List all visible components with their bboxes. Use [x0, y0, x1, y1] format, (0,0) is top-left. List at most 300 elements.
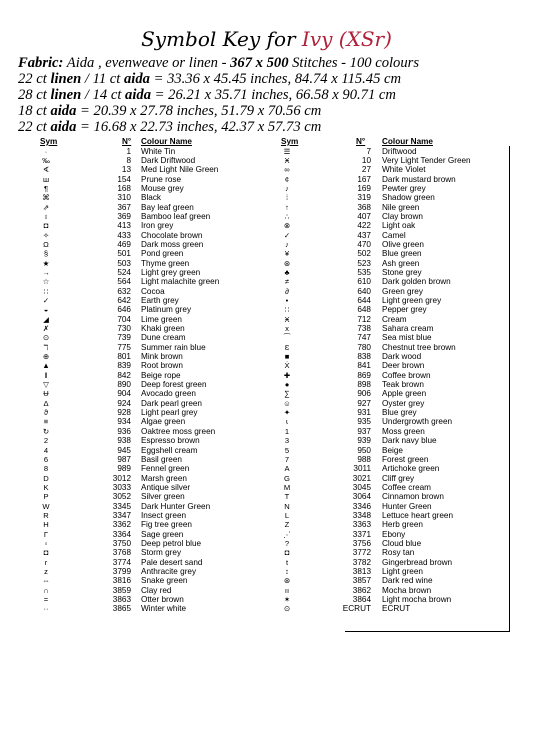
color-number: 154: [117, 174, 131, 184]
header-num-right: N°: [356, 137, 366, 146]
color-name: Beige rope: [141, 370, 181, 380]
color-number: 938: [117, 436, 131, 446]
color-number: 950: [357, 445, 371, 455]
stitch-symbol: ⁀: [283, 333, 291, 343]
color-name: Anthracite grey: [141, 566, 197, 576]
color-number: 924: [117, 398, 131, 408]
color-number: 931: [357, 408, 371, 418]
stitch-symbol: ◢: [43, 314, 49, 324]
color-number: 838: [357, 352, 371, 362]
stitch-symbol: ∞: [284, 165, 290, 175]
color-number: 1: [126, 146, 131, 156]
color-name: Ash green: [382, 258, 420, 268]
header-name-right: Colour Name: [382, 137, 433, 146]
stitch-symbol: •: [285, 296, 289, 305]
color-name: Summer rain blue: [141, 342, 206, 352]
stitch-symbol: 1: [284, 426, 290, 436]
color-number: 3816: [112, 576, 131, 586]
color-name: Beige: [382, 445, 403, 455]
color-name: Mocha brown: [382, 585, 432, 595]
color-number: 928: [117, 408, 131, 418]
color-number: 646: [117, 305, 131, 315]
color-name: Dark golden brown: [382, 277, 451, 287]
color-number: 564: [117, 277, 131, 287]
stitch-symbol: ·: [44, 146, 48, 156]
color-name: White Tin: [141, 146, 176, 156]
color-number: 3768: [112, 548, 131, 558]
color-number: 632: [117, 286, 131, 296]
color-name: Coffee cream: [382, 482, 431, 492]
stitch-symbol: §: [43, 249, 49, 259]
color-name: Apple green: [382, 389, 427, 399]
stitch-symbol: Ɛ: [284, 342, 290, 352]
color-name: Light green grey: [382, 296, 442, 305]
stitch-symbol: ϑ: [43, 408, 49, 418]
color-number: 8: [126, 155, 131, 165]
color-number: 3364: [112, 529, 131, 539]
color-number: 469: [117, 239, 131, 249]
stitch-symbol: R: [43, 510, 49, 520]
color-name: Basil green: [141, 454, 182, 464]
color-number: 3857: [352, 576, 371, 586]
color-number: 775: [117, 342, 131, 352]
color-number: 3345: [112, 501, 131, 511]
stitch-symbol: ✗: [42, 324, 50, 334]
stitch-symbol: ✧: [42, 230, 50, 240]
header-name-left: Colour Name: [141, 137, 192, 146]
color-name: Insect green: [141, 510, 187, 520]
color-name: Light pearl grey: [141, 408, 198, 418]
color-name: Artichoke green: [382, 464, 440, 474]
color-number: 842: [117, 370, 131, 380]
stitch-symbol: ♪: [285, 183, 289, 193]
color-number: 413: [117, 221, 131, 231]
color-name: White Violet: [382, 165, 426, 175]
color-name: Lettuce heart green: [382, 510, 454, 520]
color-name: Chestnut tree brown: [382, 342, 456, 352]
stitch-symbol: W: [42, 501, 50, 511]
stitch-symbol: Ӿ: [284, 314, 290, 324]
color-name: Dark red wine: [382, 576, 433, 586]
stitch-symbol: ⊕: [42, 352, 50, 362]
color-number: 648: [357, 305, 371, 315]
stitch-symbol: ♁: [43, 211, 49, 221]
stitch-symbol: 5: [284, 445, 290, 455]
color-name: Mouse grey: [141, 183, 184, 193]
header-sym-left: Sym: [40, 137, 58, 146]
stitch-symbol: ◒: [43, 305, 49, 315]
stitch-symbol: ♣: [284, 267, 290, 277]
stitch-symbol: ☰: [283, 146, 291, 156]
stitch-symbol: ✶: [283, 595, 291, 604]
color-name: Light grey green: [141, 267, 201, 277]
color-name: Prune rose: [141, 174, 182, 184]
color-number: 934: [117, 417, 131, 427]
color-number: 987: [117, 454, 131, 464]
color-name: Dark moss green: [141, 239, 204, 249]
color-number: 640: [357, 286, 371, 296]
stitch-symbol: N: [284, 501, 290, 511]
stitch-symbol: ◘: [43, 548, 49, 558]
color-number: 3011: [353, 464, 371, 474]
color-name: Dark Hunter Green: [141, 501, 211, 511]
color-name: Stone grey: [382, 267, 422, 277]
color-number: 169: [357, 183, 371, 193]
stitch-symbol: t: [285, 557, 289, 567]
color-name: ECRUT: [382, 604, 411, 614]
color-number: 3756: [352, 538, 371, 548]
color-name: Light oak: [382, 221, 416, 231]
color-name: Blue grey: [382, 408, 417, 418]
stitch-symbol: ≠: [284, 277, 290, 287]
stitch-symbol: ⊙: [283, 604, 291, 614]
color-number: 168: [117, 183, 131, 193]
stitch-symbol: ¢: [284, 174, 290, 184]
color-number: 988: [357, 454, 371, 464]
color-name: Dark pearl green: [141, 398, 202, 408]
color-name: Blue green: [382, 249, 422, 259]
color-name: Marsh green: [141, 473, 187, 483]
color-name: Deer brown: [382, 361, 425, 371]
color-name: Clay brown: [382, 211, 423, 221]
color-name: Deep petrol blue: [141, 538, 202, 548]
color-name: Dark navy blue: [382, 436, 437, 446]
color-name: Forest green: [382, 454, 429, 464]
stitch-symbol: T: [284, 492, 290, 502]
stitch-symbol: ◘: [43, 221, 49, 231]
stitch-symbol: ∩: [43, 585, 49, 595]
stitch-symbol: ↕: [285, 566, 289, 576]
stitch-symbol: 7: [284, 454, 290, 464]
stitch-symbol: K: [43, 482, 49, 492]
color-number: 3021: [352, 473, 371, 483]
color-number: 501: [117, 249, 131, 259]
stitch-symbol: =: [43, 595, 49, 604]
stitch-symbol: 6: [43, 454, 49, 464]
stitch-symbol: ≡: [43, 417, 49, 427]
page-title: [0, 27, 533, 51]
color-number: 730: [117, 324, 131, 334]
color-name: Med Light Nile Green: [141, 165, 219, 175]
color-name: Camel: [382, 230, 406, 240]
color-name: Coffee brown: [382, 370, 431, 380]
color-name: Platinum grey: [141, 305, 192, 315]
color-name: Light green: [382, 566, 423, 576]
color-name: Cliff grey: [382, 473, 415, 483]
color-number: 437: [357, 230, 371, 240]
color-number: 535: [357, 267, 371, 277]
color-number: 712: [357, 314, 371, 324]
color-name: Light malachite green: [141, 277, 220, 287]
color-name: Ebony: [382, 529, 406, 539]
color-name: Teak brown: [382, 380, 424, 390]
color-name: Antique silver: [141, 482, 191, 492]
color-number: 502: [357, 249, 371, 259]
header-num-left: N°: [122, 137, 132, 146]
stitch-symbol: ✚: [283, 370, 291, 380]
color-number: 839: [117, 361, 131, 371]
stitch-symbol: r: [44, 557, 48, 567]
color-number: 642: [117, 296, 131, 305]
stitch-symbol: ⇔: [42, 576, 50, 586]
stitch-symbol: ★: [42, 258, 50, 268]
color-name: Fig tree green: [141, 520, 192, 530]
color-number: 470: [357, 239, 371, 249]
color-name: Earth grey: [141, 296, 179, 305]
color-name: Pale desert sand: [141, 557, 203, 567]
stitch-symbol: ▽: [43, 380, 49, 390]
stitch-symbol: ∷: [43, 286, 49, 296]
color-name: Pewter grey: [382, 183, 426, 193]
stitch-symbol: ‰: [42, 155, 50, 165]
stitch-symbol: Γ: [43, 529, 49, 539]
color-name: Espresso brown: [141, 436, 200, 446]
color-number: 3864: [352, 595, 371, 604]
color-name: Otter brown: [141, 595, 184, 604]
color-number: 890: [117, 380, 131, 390]
color-name: Iron grey: [141, 221, 174, 231]
color-name: Sage green: [141, 529, 184, 539]
stitch-symbol: ∷: [284, 305, 290, 315]
stitch-symbol: D: [43, 473, 49, 483]
color-name: Storm grey: [141, 548, 182, 558]
color-name: Oaktree moss green: [141, 426, 216, 436]
stitch-symbol: ☺: [283, 398, 291, 408]
color-number: 3799: [112, 566, 131, 576]
color-number: 898: [357, 380, 371, 390]
color-number: 3863: [112, 595, 131, 604]
size-line: 22 ct linen / 11 ct aida = 33.36 x 45.45 inches, 84.74 x 115.45 cm: [18, 71, 402, 87]
color-name: Cinnamon brown: [382, 492, 444, 502]
stitch-symbol: Ӿ: [284, 155, 290, 165]
color-name: Dark wood: [382, 352, 422, 362]
color-name: Cocoa: [141, 286, 165, 296]
color-name: Dark mustard brown: [382, 174, 456, 184]
stitch-symbol: ш: [42, 174, 50, 184]
stitch-symbol: Δ: [43, 398, 49, 408]
color-name: Lime green: [141, 314, 182, 324]
color-name: Bay leaf green: [141, 202, 194, 212]
stitch-symbol: ɩ: [286, 417, 288, 427]
color-number: 3371: [352, 529, 371, 539]
color-number: 869: [357, 370, 371, 380]
stitch-symbol: ◘: [284, 548, 290, 558]
color-number: 3862: [352, 585, 371, 595]
stitch-symbol: Z: [284, 520, 290, 530]
stitch-symbol: 8: [43, 464, 49, 474]
color-name: Black: [141, 193, 162, 203]
color-name: Gingerbread brown: [382, 557, 453, 567]
stitch-symbol: ✦: [283, 408, 291, 418]
color-name: Herb green: [382, 520, 423, 530]
color-name: Olive green: [382, 239, 424, 249]
color-number: 3052: [112, 492, 131, 502]
stitch-symbol: ¥: [284, 249, 290, 259]
stitch-symbol: H: [43, 520, 49, 530]
color-number: 10: [361, 155, 371, 165]
stitch-symbol: 2: [43, 436, 49, 446]
color-number: 367: [117, 202, 131, 212]
color-name: Eggshell cream: [141, 445, 198, 455]
size-line: 18 ct aida = 20.39 x 27.78 inches, 51.79 x 70.56 cm: [18, 103, 322, 119]
color-name: Algae green: [141, 417, 186, 427]
color-number: 3859: [112, 585, 131, 595]
stitch-symbol: ⁞: [285, 193, 289, 203]
color-name: Cream: [382, 314, 407, 324]
color-number: 3012: [112, 473, 131, 483]
table-border-right: [509, 146, 510, 631]
color-number: 3750: [112, 538, 131, 548]
color-name: Pepper grey: [382, 305, 427, 315]
color-number: 945: [117, 445, 131, 455]
color-number: 927: [357, 398, 371, 408]
stitch-symbol: ¶: [43, 183, 49, 193]
stitch-symbol: M: [283, 482, 291, 492]
color-number: 3033: [112, 482, 131, 492]
color-number: 935: [357, 417, 371, 427]
stitch-symbol: ⌘: [42, 193, 50, 203]
color-number: 369: [117, 211, 131, 221]
color-name: Mink brown: [141, 352, 183, 362]
color-name: Shadow green: [382, 193, 435, 203]
stitch-symbol: ⊛: [283, 576, 291, 586]
color-number: 610: [357, 277, 371, 287]
color-name: Hunter Green: [382, 501, 432, 511]
stitch-symbol: ∑: [284, 389, 290, 399]
color-name: Nile green: [382, 202, 420, 212]
color-number: 801: [117, 352, 131, 362]
stitch-symbol: ?: [284, 538, 290, 548]
stitch-symbol: →: [42, 267, 50, 277]
stitch-symbol: Ʉ: [43, 389, 49, 399]
stitch-symbol: 4: [43, 445, 49, 455]
color-name: Snake green: [141, 576, 188, 586]
stitch-symbol: A: [284, 464, 290, 474]
color-number: 167: [357, 174, 371, 184]
stitch-symbol: ⋰: [283, 529, 291, 539]
color-number: 3348: [352, 510, 371, 520]
stitch-symbol: ⊗: [283, 221, 291, 231]
color-number: 747: [357, 333, 371, 343]
stitch-symbol: ✓: [42, 296, 50, 305]
color-number: 780: [357, 342, 371, 352]
color-number: 407: [357, 211, 371, 221]
color-number: 319: [357, 193, 371, 203]
color-number: 936: [117, 426, 131, 436]
color-name: Pond green: [141, 249, 184, 259]
color-name: Khaki green: [141, 324, 185, 334]
color-number: 989: [117, 464, 131, 474]
stitch-symbol: ⊙: [42, 333, 50, 343]
color-name: Sea mist blue: [382, 333, 432, 343]
stitch-symbol: ∴: [284, 211, 290, 221]
title-prefix: Symbol Key for: [141, 27, 302, 51]
color-number: 503: [117, 258, 131, 268]
stitch-symbol: ǁ: [44, 370, 48, 380]
color-number: ECRUT: [342, 604, 371, 614]
color-name: Clay red: [141, 585, 172, 595]
color-name: Oyster grey: [382, 398, 425, 408]
stitch-symbol: Ω: [43, 239, 49, 249]
color-number: 738: [357, 324, 371, 334]
color-name: Bamboo leaf green: [141, 211, 211, 221]
stitch-symbol: ↑: [285, 202, 289, 212]
stitch-symbol: 3: [284, 436, 290, 446]
color-name: Winter white: [141, 604, 187, 614]
fabric-info: [18, 55, 419, 135]
color-number: 523: [357, 258, 371, 268]
color-number: 3865: [112, 604, 131, 614]
stitch-symbol: z: [44, 566, 48, 576]
color-number: 13: [121, 165, 131, 175]
stitch-symbol: P: [43, 492, 49, 502]
color-name: Silver green: [141, 492, 185, 502]
color-number: 904: [117, 389, 131, 399]
color-number: 524: [117, 267, 131, 277]
stitch-symbol: ∂: [285, 286, 289, 296]
color-name: Sahara cream: [382, 324, 434, 334]
color-name: Light mocha brown: [382, 595, 452, 604]
stitch-symbol: ↻: [42, 426, 50, 436]
color-name: Cloud blue: [382, 538, 422, 548]
color-number: 3772: [352, 548, 371, 558]
color-name: Chocolate brown: [141, 230, 203, 240]
stitch-symbol: ∢: [42, 165, 50, 175]
color-number: 310: [117, 193, 131, 203]
stitch-symbol: ●: [284, 380, 290, 390]
color-number: 841: [357, 361, 371, 371]
stitch-symbol: ♪: [285, 239, 289, 249]
stitch-symbol: ··: [43, 604, 49, 614]
table-border-bottom: [345, 631, 510, 632]
color-number: 3774: [112, 557, 131, 567]
color-name: Dark Driftwood: [141, 155, 196, 165]
stitch-symbol: ☆: [42, 277, 50, 287]
stitch-symbol: ✓: [283, 230, 291, 240]
color-name: Moss green: [382, 426, 425, 436]
color-name: Rosy tan: [382, 548, 415, 558]
color-number: 704: [117, 314, 131, 324]
stitch-symbol: ■: [284, 352, 290, 362]
color-name: Thyme green: [141, 258, 190, 268]
fabric-line: Fabric: Aida , evenweave or linen - 367 x 500 Stitches - 100 colours: [18, 55, 420, 71]
color-number: 7: [366, 146, 371, 156]
color-number: 939: [357, 436, 371, 446]
size-line: 28 ct linen / 14 ct aida = 26.21 x 35.71 inches, 66.58 x 90.71 cm: [18, 87, 396, 103]
color-number: 3813: [352, 566, 371, 576]
color-number: 422: [357, 221, 371, 231]
size-line: 22 ct aida = 16.68 x 22.73 inches, 42.37 x 57.73 cm: [18, 119, 322, 135]
color-name: Avocado green: [141, 389, 196, 399]
color-number: 3782: [352, 557, 371, 567]
stitch-symbol: x: [285, 324, 289, 334]
stitch-symbol: G: [284, 473, 290, 483]
color-number: 644: [357, 296, 371, 305]
color-name: Fennel green: [141, 464, 190, 474]
title-pattern-name: Ivy (XSr): [301, 27, 392, 51]
stitch-symbol: Ẋ: [284, 361, 290, 371]
color-number: 27: [361, 165, 371, 175]
color-number: 368: [357, 202, 371, 212]
color-name: Undergrowth green: [382, 417, 453, 427]
color-number: 3045: [352, 482, 371, 492]
stitch-symbol: ▫: [44, 538, 48, 548]
color-number: 433: [117, 230, 131, 240]
stitch-symbol: ıı: [284, 585, 290, 595]
stitch-symbol: ▲: [42, 361, 50, 371]
color-number: 906: [357, 389, 371, 399]
color-number: 3362: [112, 520, 131, 530]
